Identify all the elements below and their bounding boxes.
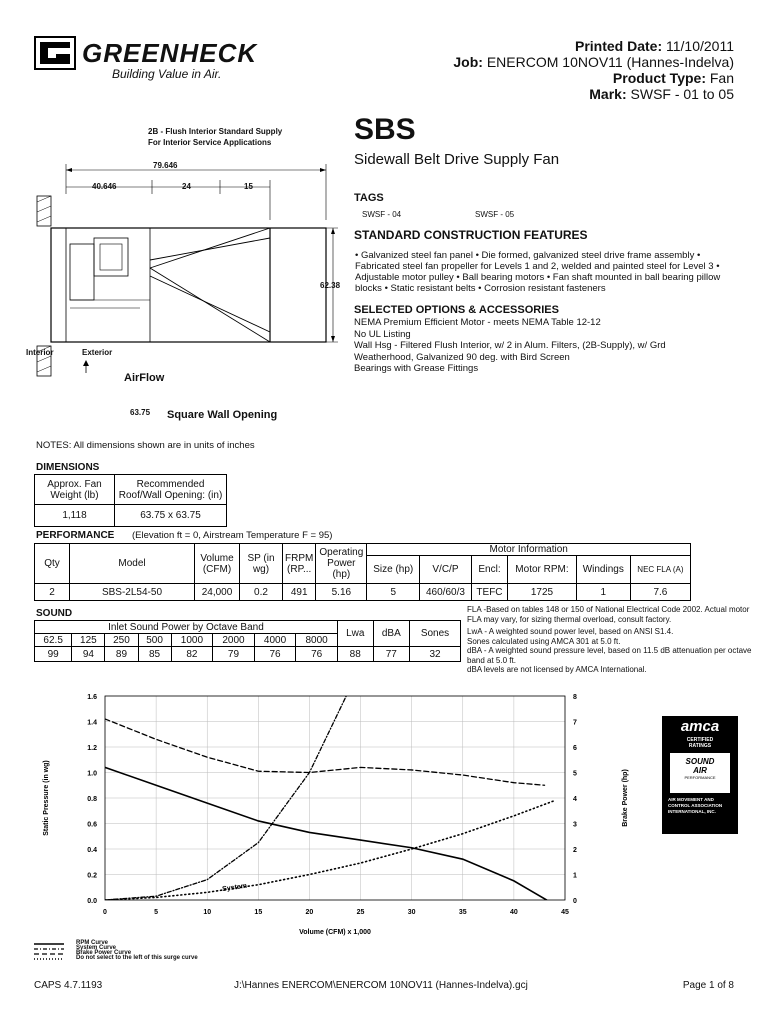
dim-col-opening: Recommended Roof/Wall Opening: (in)	[115, 475, 227, 505]
print-header	[453, 38, 734, 102]
operating-point-line	[105, 801, 555, 900]
motor-info-header: Motor Information	[367, 544, 691, 556]
sound-band: 250	[105, 634, 138, 647]
label-exterior: Exterior	[82, 348, 113, 357]
sound-header: dBA	[373, 621, 409, 647]
legend-brake: Brake Power Curve	[76, 950, 132, 956]
perf-cell: 2	[35, 584, 70, 601]
drawing-title	[148, 126, 282, 148]
sound-table	[34, 620, 461, 662]
performance-table	[34, 543, 691, 601]
sound-header: Sones	[410, 621, 461, 647]
y-tick-label: 0.2	[87, 872, 97, 880]
y2-tick-label: 2	[573, 847, 577, 854]
fan-drawing	[30, 160, 350, 400]
tag-item: SWSF - 05	[475, 210, 515, 219]
sound-band: 500	[138, 634, 171, 647]
sound-value: 79	[213, 647, 255, 662]
product-name: Sidewall Belt Drive Supply Fan	[354, 151, 560, 168]
perf-header: Operating Power (hp)	[316, 544, 367, 584]
sound-heading: SOUND	[36, 608, 73, 619]
y2-tick-label: 5	[573, 770, 577, 778]
amca-line5: PERFORMANCE	[684, 775, 716, 780]
opening-label: Square Wall Opening	[167, 409, 278, 421]
dimensions-table	[34, 474, 227, 527]
y2-tick-label: 0	[573, 898, 577, 905]
amca-org: AIR MOVEMENT AND CONTROL ASSOCIATION INTERNATIONAL, INC.	[668, 797, 723, 814]
tags-heading: TAGS	[354, 192, 384, 204]
sound-value: 88	[337, 647, 373, 662]
sound-note: FLA -Based on tables 148 or 150 of National Electrical Code 2002. Actual motor FLA may vary, for sizing thermal overload, consult factory.	[467, 605, 750, 624]
label-interior: Interior	[26, 348, 54, 357]
x-tick-label: 0	[103, 909, 107, 916]
amca-brand: amca	[680, 718, 720, 735]
perf-header: Model	[70, 544, 195, 584]
x-tick-label: 15	[254, 909, 263, 916]
footer-path: J:\Hannes ENERCOM\ENERCOM 10NOV11 (Hannes-Indelva).gcj	[234, 980, 528, 991]
dim-col-weight: Approx. Fan Weight (lb)	[35, 475, 115, 505]
x-tick-label: 10	[203, 909, 212, 916]
y-tick-label: 0.8	[87, 796, 97, 803]
product-type: Fan	[709, 70, 734, 86]
job-name: ENERCOM 10NOV11 (Hannes-Indelva)	[486, 54, 734, 70]
amca-seal	[662, 716, 738, 834]
sound-band: 1000	[171, 634, 213, 647]
perf-header: Motor RPM:	[508, 556, 576, 584]
sound-value: 76	[296, 647, 338, 662]
x-tick-label: 20	[305, 909, 314, 916]
x-tick-label: 25	[356, 909, 365, 916]
perf-header: V/C/P	[420, 556, 472, 584]
construction-text: • Galvanized steel fan panel • Die formed, galvanized steel drive frame assembly • Fabricated steel fan propeller for Levels 1 and 2, welded and painted steel for Level 3 • Adjustable motor pulley • Ball bearing motors • Fan shaft mounted in ball bearing pillow blocks • Static resistant belts • Corrosion resistant fasteners	[355, 250, 721, 294]
greenheck-logo-icon	[34, 36, 76, 70]
options-list	[354, 317, 666, 375]
opening-value: 63.75	[130, 408, 151, 417]
option-item: Bearings with Grease Fittings	[354, 363, 479, 374]
perf-cell: 24,000	[195, 584, 240, 601]
perf-cell: 5.16	[316, 584, 367, 601]
perf-header: Qty	[35, 544, 70, 584]
product-type-label: Product Type:	[612, 70, 706, 86]
amca-line3: SOUND	[685, 757, 715, 766]
y-axis-label: Static Pressure (in wg)	[43, 760, 50, 836]
mark-label: Mark:	[589, 86, 627, 102]
rpm-curve-line	[105, 767, 547, 900]
footer-version: CAPS 4.7.1193	[34, 980, 103, 991]
x-axis-label: Volume (CFM) x 1,000	[299, 929, 371, 936]
perf-header: Windings	[576, 556, 630, 584]
x-tick-label: 35	[458, 909, 467, 916]
construction-heading: STANDARD CONSTRUCTION FEATURES	[354, 228, 588, 242]
legend-swatches	[34, 942, 66, 966]
job-label: Job:	[453, 54, 483, 70]
sound-value: 94	[72, 647, 105, 662]
printed-date-label: Printed Date:	[574, 38, 663, 54]
sound-note: dBA levels are not licensed by AMCA International.	[467, 665, 647, 674]
perf-cell: 1725	[508, 584, 576, 601]
y-tick-label: 0.0	[87, 898, 97, 905]
y2-tick-label: 3	[573, 821, 577, 829]
y2-tick-label: 7	[573, 719, 577, 727]
perf-header: FRPM (RP...	[283, 544, 316, 584]
option-item: Weatherhood, Galvanized 90 deg. with Bird Screen	[354, 351, 570, 363]
sound-note: dBA - A weighted sound pressure level, based on 11.5 dB attenuation per octave band at 5.0 ft.	[467, 646, 752, 665]
x-tick-label: 30	[407, 909, 416, 916]
sound-band: 62.5	[35, 634, 72, 647]
dim-opening-value: 63.75 x 63.75	[115, 505, 227, 527]
performance-heading: PERFORMANCE	[36, 530, 115, 541]
printed-date: 11/10/2011	[666, 38, 734, 54]
dim-weight-value: 1,118	[35, 505, 115, 527]
drawing-title-line2: For Interior Service Applications	[148, 138, 272, 147]
y2-tick-label: 8	[573, 694, 577, 701]
drawing-title-line1: 2B - Flush Interior Standard Supply	[148, 127, 283, 136]
y2-axis-label: Brake Power (hp)	[622, 769, 629, 827]
sound-band: 2000	[213, 634, 255, 647]
y-tick-label: 1.0	[87, 770, 97, 778]
sound-note: Sones calculated using AMCA 301 at 5.0 ft.	[467, 636, 621, 646]
sound-band: 8000	[296, 634, 338, 647]
sound-value: 99	[35, 647, 72, 662]
perf-cell: 491	[283, 584, 316, 601]
sound-value: 77	[373, 647, 409, 662]
sound-band: 125	[72, 634, 105, 647]
dimension-notes: NOTES: All dimensions shown are in units of inches	[36, 440, 255, 451]
y2-tick-label: 6	[573, 745, 577, 752]
amca-line1: CERTIFIED	[686, 737, 714, 743]
perf-cell: TEFC	[471, 584, 508, 601]
sound-value: 82	[171, 647, 213, 662]
dim-total: 79.646	[153, 161, 178, 170]
footer-page: Page 1 of 8	[682, 980, 734, 991]
option-item: Wall Hsg - Filtered Flush Interior, w/ 2 in Alum. Filters, (2B-Supply), w/ Grd	[354, 340, 666, 351]
perf-cell: 7.6	[630, 584, 690, 601]
y-tick-label: 1.6	[87, 694, 97, 701]
legend-surge: Do not select to the left of this surge curve	[76, 955, 198, 961]
sound-notes	[467, 605, 757, 675]
y2-tick-label: 1	[573, 872, 577, 880]
sound-band: 4000	[254, 634, 296, 647]
y-tick-label: 1.4	[87, 719, 97, 727]
product-model: SBS	[354, 113, 416, 146]
dim-height: 62.38	[320, 281, 341, 290]
amca-line4: AIR	[693, 766, 707, 775]
dim-c: 15	[244, 182, 253, 191]
performance-conditions: (Elevation ft = 0, Airstream Temperature F = 95)	[132, 530, 333, 541]
perf-header: NEC FLA (A)	[630, 556, 690, 584]
fan-curve-chart	[30, 688, 629, 948]
x-tick-label: 45	[561, 909, 569, 916]
perf-header: Size (hp)	[367, 556, 420, 584]
dim-b: 24	[182, 182, 191, 191]
amca-line2: RATINGS	[688, 743, 712, 749]
dimensions-heading: DIMENSIONS	[36, 462, 100, 473]
sound-band-heading: Inlet Sound Power by Octave Band	[35, 621, 338, 634]
x-tick-label: 40	[509, 909, 518, 916]
mark-value: SWSF - 01 to 05	[630, 86, 734, 102]
y2-tick-label: 4	[573, 796, 577, 803]
legend-rpm: RPM Curve	[76, 940, 109, 946]
greenheck-logo	[34, 36, 76, 70]
option-item: NEMA Premium Efficient Motor - meets NEMA Table 12-12	[354, 317, 601, 328]
sound-value: 32	[410, 647, 461, 662]
perf-cell: 1	[576, 584, 630, 601]
y-tick-label: 0.4	[87, 847, 97, 854]
sound-note: LwA - A weighted sound power level, based on ANSI S1.4.	[467, 627, 674, 636]
y-tick-label: 1.2	[87, 745, 97, 752]
brand-tagline: Building Value in Air.	[112, 67, 222, 81]
perf-header: Volume (CFM)	[195, 544, 240, 584]
perf-cell: SBS-2L54-50	[70, 584, 195, 601]
legend-system: System Curve	[76, 945, 117, 951]
brand-name: GREENHECK	[82, 38, 258, 68]
perf-cell: 0.2	[240, 584, 283, 601]
dim-a: 40.646	[92, 182, 117, 191]
y-tick-label: 0.6	[87, 821, 97, 829]
sound-value: 76	[254, 647, 296, 662]
option-item: No UL Listing	[354, 328, 411, 340]
x-tick-label: 5	[154, 909, 159, 916]
system-curve-label: System	[221, 882, 248, 894]
sound-value: 89	[105, 647, 138, 662]
tag-item: SWSF - 04	[362, 210, 402, 219]
perf-header: SP (in wg)	[240, 544, 283, 584]
perf-cell: 460/60/3	[420, 584, 472, 601]
brake-power-curve-line	[105, 719, 545, 785]
perf-cell: 5	[367, 584, 420, 601]
sound-value: 85	[138, 647, 171, 662]
label-airflow: AirFlow	[124, 372, 165, 384]
sound-header: Lwa	[337, 621, 373, 647]
options-heading: SELECTED OPTIONS & ACCESSORIES	[354, 304, 559, 316]
perf-header: Encl:	[471, 556, 508, 584]
